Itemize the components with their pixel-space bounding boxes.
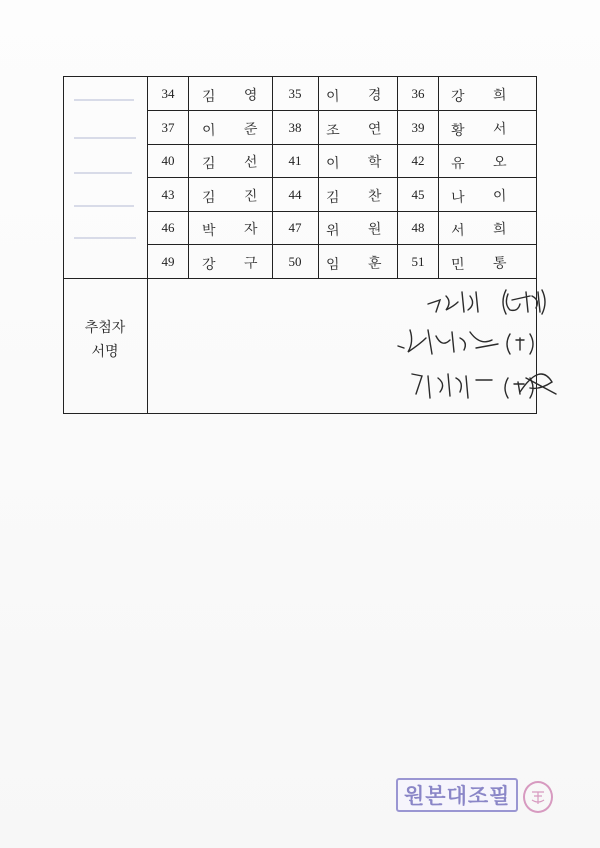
signature-3 [412,374,556,398]
entry-number: 47 [288,220,302,235]
entry-name: 이 경 [325,86,394,106]
scan-smudge [74,137,136,139]
signer-label [63,316,147,364]
entry-number: 38 [288,120,302,135]
entry-name: 김 진 [201,187,270,207]
entry-name: 김 영 [201,86,270,106]
scan-smudge [74,237,136,239]
entry-name: 강 희 [450,86,519,106]
seal-mark [525,783,551,811]
entry-number: 43 [161,187,175,202]
table-divider [147,244,536,245]
entry-number: 45 [411,187,425,202]
original-verification-stamp: 원본대조필 [396,778,518,812]
scan-smudge [74,99,134,101]
entry-number: 50 [288,254,302,269]
entry-name: 유 오 [450,153,519,173]
table-divider [147,144,536,145]
entry-number: 36 [411,86,425,101]
entry-name: 김 선 [201,153,270,173]
entry-name: 민 통 [450,254,519,274]
scan-smudge [74,172,132,174]
entry-number: 39 [411,120,425,135]
seal-stamp [523,781,553,813]
entry-name: 조 연 [325,120,394,140]
entry-name: 이 준 [201,120,270,140]
entry-number: 44 [288,187,302,202]
entry-number: 41 [288,153,302,168]
entry-number: 46 [161,220,175,235]
entry-number: 48 [411,220,425,235]
signer-label-line1: 추첨자 [84,320,126,336]
entry-name: 서 희 [450,220,519,240]
entry-name: 황 서 [450,120,519,140]
entry-number: 40 [161,153,175,168]
table-divider [64,278,536,279]
entry-name: 위 원 [325,220,394,240]
entry-name: 임 훈 [325,254,394,274]
entry-name: 박 자 [201,220,270,240]
entry-name: 이 학 [325,153,394,173]
entry-name: 강 구 [201,254,270,274]
signature-2 [398,330,533,354]
entry-name: 김 찬 [325,187,394,207]
entry-number: 37 [161,120,175,135]
entry-number: 42 [411,153,425,168]
entry-name: 나 이 [450,187,519,207]
entry-number: 49 [161,254,175,269]
entry-number: 35 [288,86,302,101]
handwritten-signatures [380,282,570,412]
table-divider [147,211,536,212]
entry-number: 34 [161,86,175,101]
signature-1 [428,290,545,314]
scan-smudge [74,205,134,207]
entry-number: 51 [411,254,425,269]
table-divider [147,110,536,111]
signer-label-line2: 서명 [91,344,119,360]
table-divider [147,177,536,178]
